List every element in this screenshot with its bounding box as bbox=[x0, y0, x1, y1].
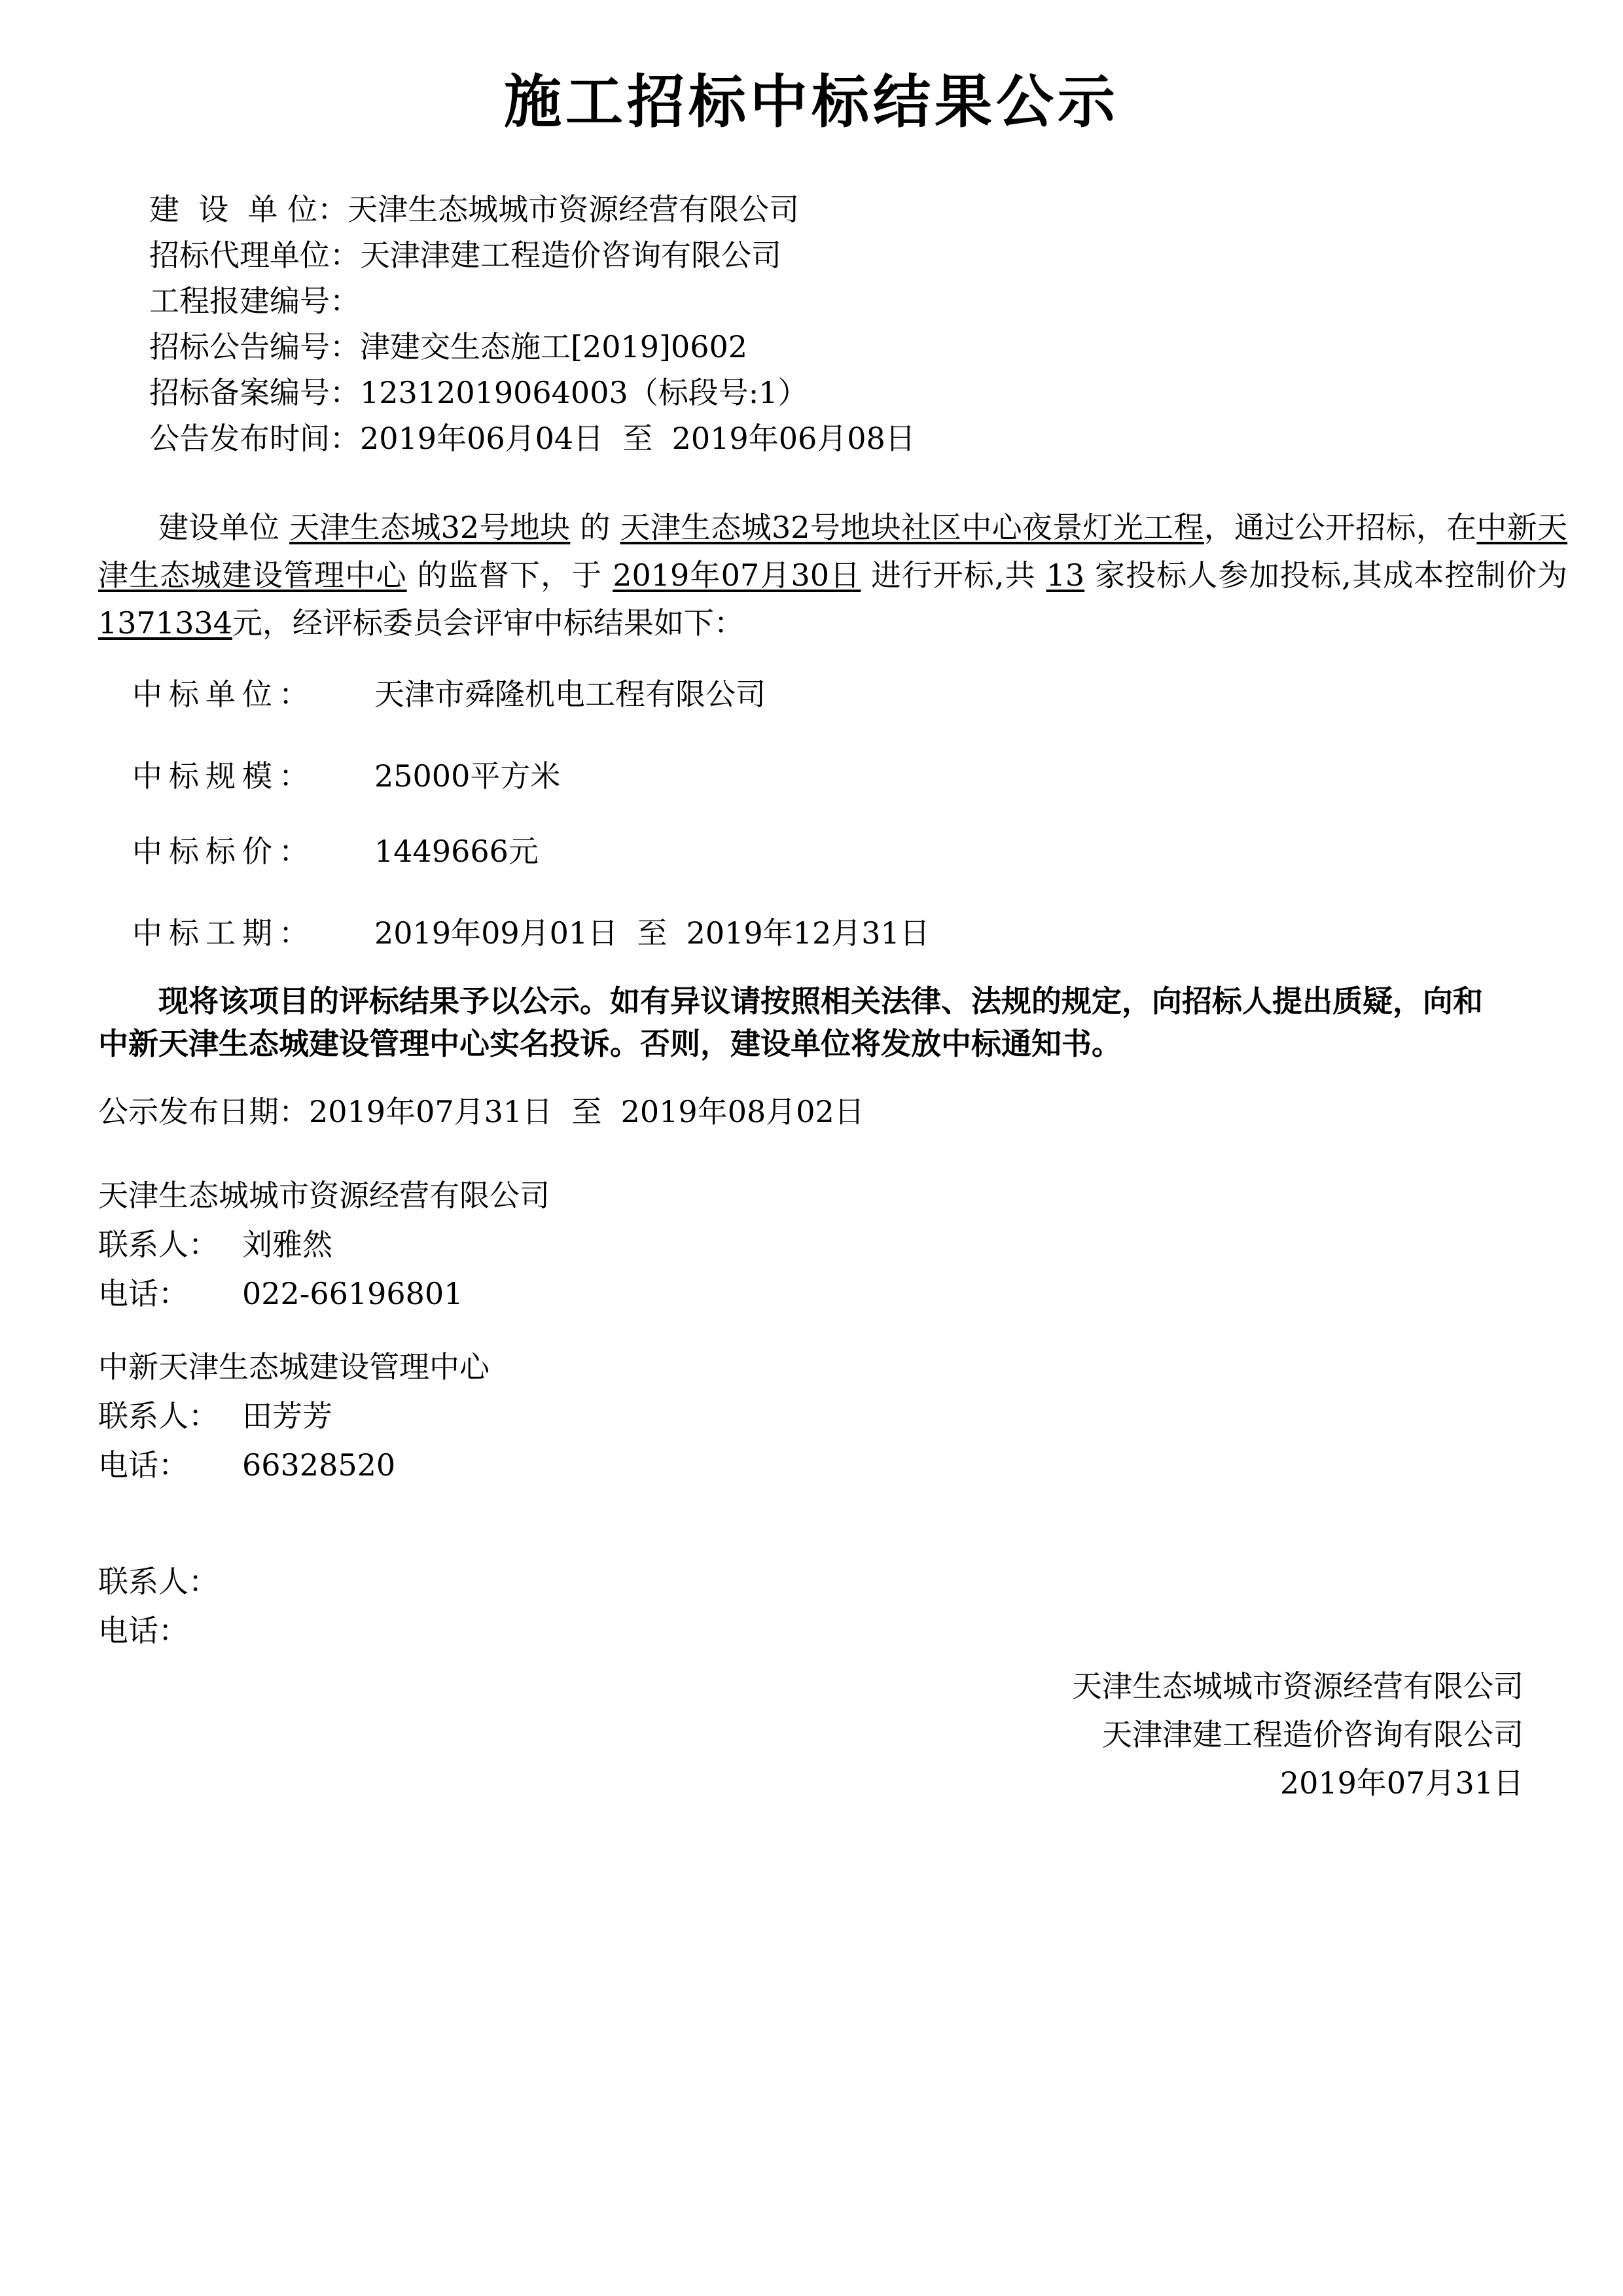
text: ，通过公开招标，在 bbox=[1204, 510, 1477, 545]
result-label: 中标工期： bbox=[132, 915, 315, 951]
contact-phone-label: 电话： bbox=[98, 1276, 188, 1311]
contact-person: 刘雅然 bbox=[242, 1227, 332, 1262]
contact-org: 天津生态城城市资源经营有限公司 bbox=[98, 1178, 550, 1213]
result-label: 中标标价： bbox=[132, 834, 315, 869]
signature-org-builder: 天津生态城城市资源经营有限公司 bbox=[1072, 1669, 1524, 1704]
project-name: 天津生态城32号地块社区中心夜景灯光工程 bbox=[620, 510, 1204, 545]
bid-summary-paragraph bbox=[98, 504, 1567, 647]
text: 元，经评标委员会评审中标结果如下： bbox=[232, 605, 744, 641]
winning-price: 1449666元 bbox=[374, 834, 539, 869]
supervisor-name: 中新天津生态城建设管理中心 bbox=[98, 510, 1568, 593]
info-row-registration-no bbox=[149, 278, 916, 324]
contact-phone: 66328520 bbox=[242, 1447, 396, 1483]
info-label: 招标公告编号： bbox=[149, 329, 360, 364]
project-info bbox=[149, 186, 916, 461]
contact-block-blank bbox=[98, 1557, 219, 1655]
contact-person-row bbox=[98, 1392, 490, 1441]
contact-org: 中新天津生态城建设管理中心 bbox=[98, 1349, 490, 1385]
contact-person-label: 联系人： bbox=[98, 1398, 219, 1434]
signature-block bbox=[1072, 1662, 1524, 1807]
result-label: 中标单位： bbox=[132, 677, 315, 712]
bidder-count: 13 bbox=[1046, 557, 1085, 593]
result-scale bbox=[132, 752, 560, 796]
contact-phone-label: 电话： bbox=[98, 1613, 188, 1648]
info-value: 天津津建工程造价咨询有限公司 bbox=[360, 238, 781, 273]
open-date: 2019年07月30日 bbox=[613, 557, 861, 593]
signature-org-agent: 天津津建工程造价咨询有限公司 bbox=[1102, 1717, 1524, 1752]
page-title: 施工招标中标结果公示 bbox=[503, 68, 1119, 135]
text: 家投标人参加投标,其成本控制价为 bbox=[1094, 557, 1568, 593]
contact-person-label: 联系人： bbox=[98, 1227, 219, 1262]
info-label: 公告发布时间： bbox=[149, 421, 360, 456]
info-row-publish-time bbox=[149, 415, 916, 461]
cost-control-price: 1371334 bbox=[98, 605, 232, 641]
text: 的监督下，于 bbox=[417, 557, 603, 593]
result-period bbox=[132, 910, 930, 953]
info-row-filing-no bbox=[149, 370, 916, 415]
contact-block-supervisor bbox=[98, 1343, 490, 1490]
builder-name: 天津生态城32号地块 bbox=[289, 510, 571, 545]
winner-name: 天津市舜隆机电工程有限公司 bbox=[374, 677, 766, 712]
contact-phone: 022-66196801 bbox=[242, 1276, 463, 1311]
info-row-announcement-no bbox=[149, 324, 916, 370]
info-value: 12312019064003（标段号:1） bbox=[360, 375, 808, 410]
result-price bbox=[132, 828, 539, 871]
info-label: 工程报建编号： bbox=[149, 283, 360, 319]
result-label: 中标规模： bbox=[132, 758, 315, 794]
contact-phone-row bbox=[98, 1441, 490, 1490]
text: 建设单位 bbox=[158, 510, 280, 545]
contact-person-row bbox=[98, 1220, 550, 1269]
info-value: 天津生态城城市资源经营有限公司 bbox=[348, 192, 800, 227]
info-value: 2019年06月04日 至 2019年06月08日 bbox=[360, 421, 916, 456]
contact-phone-row bbox=[98, 1269, 550, 1318]
winning-period: 2019年09月01日 至 2019年12月31日 bbox=[374, 915, 930, 951]
info-value: 津建交生态施工[2019]0602 bbox=[360, 329, 748, 364]
winning-scale: 25000平方米 bbox=[374, 758, 561, 794]
info-label: 建 设 单 位： bbox=[149, 192, 348, 227]
signature-date: 2019年07月31日 bbox=[1279, 1765, 1524, 1801]
contact-phone-label: 电话： bbox=[98, 1447, 188, 1483]
contact-person: 田芳芳 bbox=[242, 1398, 332, 1434]
objection-notice: 现将该项目的评标结果予以公示。如有异议请按照相关法律、法规的规定，向招标人提出质疑，向和中新天津生态城建设管理中心实名投诉。否则，建设单位将发放中标通知书。 bbox=[98, 983, 1483, 1061]
publish-period: 公示发布日期：2019年07月31日 至 2019年08月02日 bbox=[98, 1094, 865, 1129]
info-row-agent bbox=[149, 232, 916, 278]
text: 进行开标,共 bbox=[871, 557, 1036, 593]
info-label: 招标代理单位： bbox=[149, 238, 360, 273]
info-label: 招标备案编号： bbox=[149, 375, 360, 410]
contact-block-builder bbox=[98, 1171, 550, 1318]
info-row-builder bbox=[149, 186, 916, 232]
result-winner bbox=[132, 671, 766, 714]
text: 的 bbox=[580, 510, 611, 545]
contact-person-label: 联系人： bbox=[98, 1564, 219, 1599]
